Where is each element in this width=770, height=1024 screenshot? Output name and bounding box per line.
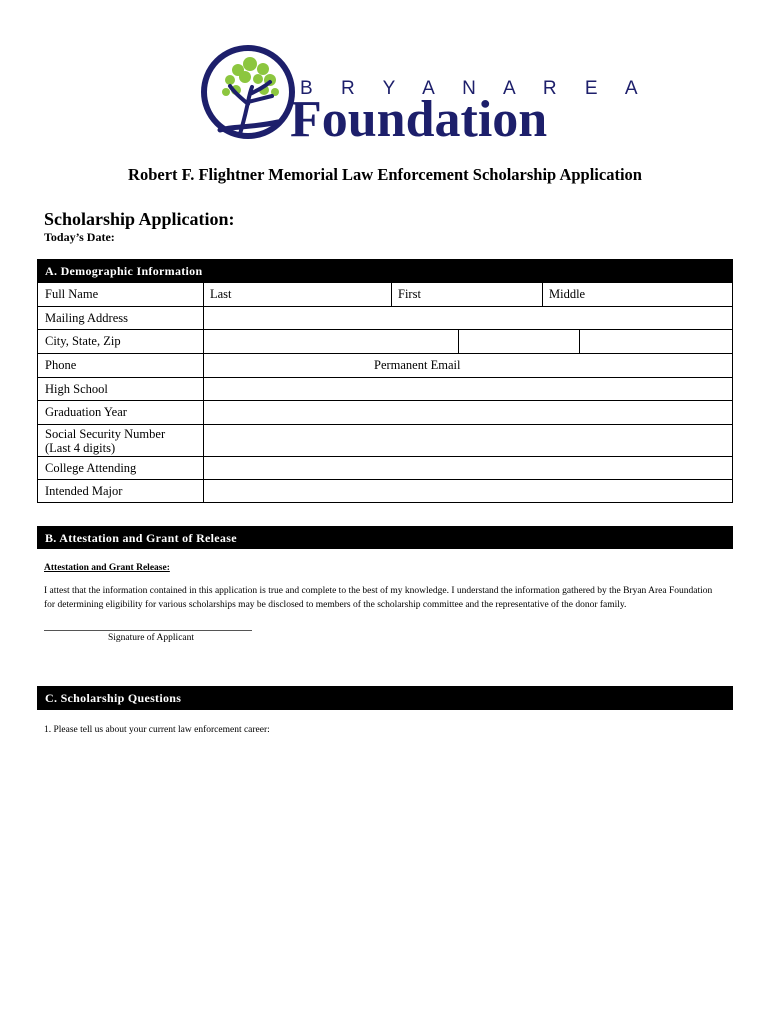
section-c-header: C. Scholarship Questions <box>37 686 733 710</box>
ssn-label-line1: Social Security Number <box>45 426 166 441</box>
college-attending-label: College Attending <box>38 457 204 480</box>
full-name-label: Full Name <box>38 283 204 307</box>
phone-email-fields <box>204 354 733 378</box>
question-1: 1. Please tell us about your current law enforcement career: <box>44 725 270 735</box>
mailing-address-label: Mailing Address <box>38 307 204 330</box>
phone-field[interactable] <box>204 354 374 377</box>
middle-name-field[interactable]: Middle <box>549 287 586 301</box>
state-field[interactable] <box>459 330 580 353</box>
signature-line[interactable] <box>44 630 252 631</box>
city-state-zip-fields <box>204 330 733 354</box>
college-attending-field[interactable] <box>204 457 733 480</box>
foundation-tree-logo-icon <box>200 42 300 147</box>
application-heading: Scholarship Application: <box>44 209 235 229</box>
ssn-label-line2: (Last 4 digits) <box>45 440 116 455</box>
attestation-body: I attest that the information contained in this application is true and complete to the best of my knowledge. I understand the information gathered by the Bryan Area Foundation for determining eligibility for various scholarships may be disclosed to members of the scholarship committee and the representative of the donor family. <box>44 586 713 610</box>
ssn-label <box>38 425 204 457</box>
ssn-field[interactable] <box>204 425 733 457</box>
phone-label: Phone <box>38 354 204 378</box>
high-school-label: High School <box>38 378 204 401</box>
permanent-email-field[interactable] <box>460 354 732 377</box>
page-title: Robert F. Flightner Memorial Law Enforcement Scholarship Application <box>128 165 642 184</box>
logo-bryan-area-text: B R Y A N A R E A <box>300 78 650 99</box>
first-name-field[interactable]: First <box>392 283 543 306</box>
full-name-fields <box>204 283 733 307</box>
zip-field[interactable] <box>580 330 732 353</box>
last-name-field[interactable]: Last <box>204 283 392 306</box>
logo-foundation-text: Foundation <box>290 91 548 148</box>
attestation-subheading: Attestation and Grant Release: <box>44 563 170 573</box>
todays-date-label: Today’s Date: <box>44 230 115 244</box>
section-a-header: A. Demographic Information <box>37 259 733 282</box>
city-field[interactable] <box>204 330 459 353</box>
signature-label: Signature of Applicant <box>108 633 195 643</box>
high-school-field[interactable] <box>204 378 733 401</box>
intended-major-field[interactable] <box>204 480 733 503</box>
section-b-header: B. Attestation and Grant of Release <box>37 526 733 549</box>
permanent-email-label: Permanent Email <box>374 358 461 372</box>
intended-major-label: Intended Major <box>38 480 204 503</box>
graduation-year-label: Graduation Year <box>38 401 204 425</box>
graduation-year-field[interactable] <box>204 401 733 425</box>
demographic-table <box>37 282 733 503</box>
mailing-address-field[interactable] <box>204 307 733 330</box>
city-state-zip-label: City, State, Zip <box>38 330 204 354</box>
